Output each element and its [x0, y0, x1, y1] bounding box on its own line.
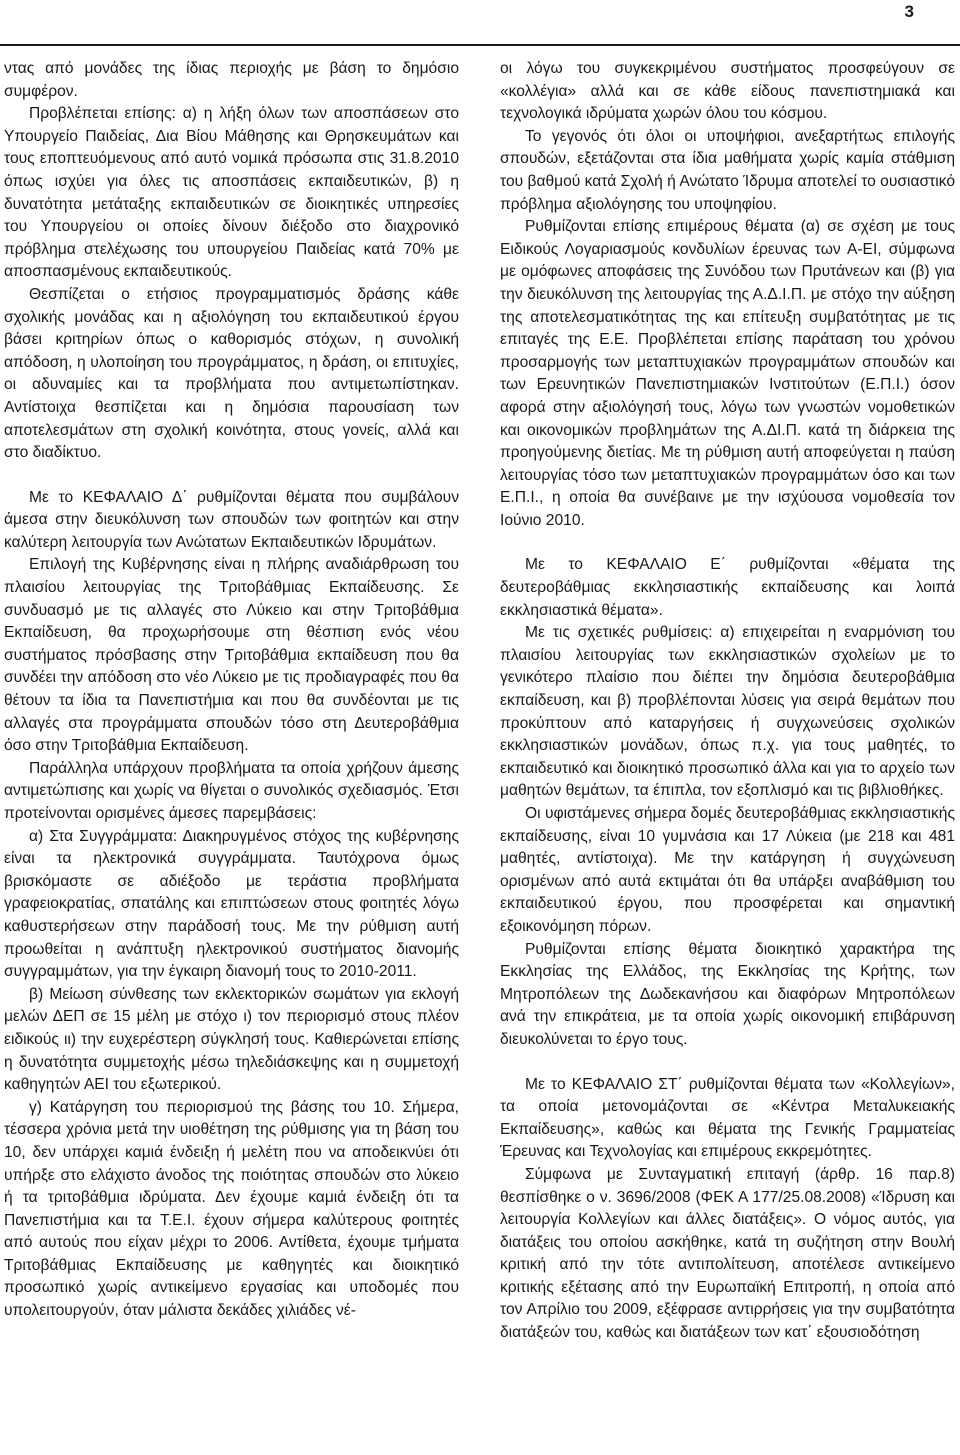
paragraph: α) Στα Συγγράμματα: Διακηρυγμένος στόχος της κυβέρνησης είναι τα ηλεκτρονικά συγγράμματα. Ταυτόχρονα όμως βρισκόμαστε σε αδιέξοδο με τεράστια προβλήματα γραφειοκρατίας, σπατάλης και επιπτώσεων στους φοιτητές λόγω καθυστερήσεων στην παράδοσή τους. Με την ρύθμιση αυτή προωθείται η ανάπτυξη ηλεκτρονικού συστήματος διανομής συγγραμμάτων, για την έγκαιρη διανομή τους το 2010-2011. [4, 827, 459, 981]
paragraph: Προβλέπεται επίσης: α) η λήξη όλων των αποσπάσεων στο Υπουργείο Παιδείας, Δια Βίου Μάθησης και Θρησκευμάτων και τους εποπτευόμενους από αυτό νομικά πρόσωπα στις 31.8.2010 όπως ισχύει για όλες τις αποσπάσεις εκπαιδευτικών, β) η δυνατότητα μετάταξης εκπαιδευτικών σε διοικητικές υπηρεσίες του Υπουργείου οι οποίες δίνουν διέξοδο στο διαχρονικό πρόβλημα στελέχωσης του υπουργείου Παιδείας κατά 70% με αποσπασμένους εκπαιδευτικούς. [4, 105, 459, 281]
paragraph: Με το ΚΕΦΑΛΑΙΟ Ε΄ ρυθμίζονται «θέματα της δευτεροβάθμιας εκκλησιαστικής εκπαίδευσης και λοιπά εκκλησιαστικά θέματα». [500, 556, 955, 619]
paragraph: γ) Κατάργηση του περιορισμού της βάσης του 10. Σήμερα, τέσσερα χρόνια μετά την υιοθέτηση της ρύθμισης για τη βάση του 10, δεν υπάρχει καμιά ένδειξη ή μελέτη που να αποδεικνύει ότι υπήρξε στο ελάχιστο άνοδος της ποιότητας σπουδών στο λύκειο ή τα τριτοβάθμια ιδρύματα. Δεν έχουμε καμιά ένδειξη ότι τα Πανεπιστήμια και τα Τ.Ε.Ι. έχουν σήμερα καλύτερους φοιτητές από αυτούς που είχαν μέχρι το 2006. Αντίθετα, έχουμε τμήματα Τριτοβάθμιας Εκπαίδευσης με καθηγητές και διοικητικό προσωπικό χωρίς αντικείμενο εργασίας και υποδομές που υπολειτουργούν, όταν μάλιστα δεκάδες χιλιάδες νέ- [4, 1098, 459, 1320]
paragraph: Το γεγονός ότι όλοι οι υποψήφιοι, ανεξαρτήτως επιλογής σπουδών, εξετάζονται στα ίδια μαθήματα χωρίς καμία στάθμιση του βαθμού κατά Σχολή ή Ανώτατο Ίδρυμα αποτελεί το ουσιαστικό πρόβλημα αξιολόγησης του υποψηφίου. [500, 127, 955, 213]
top-rule [0, 44, 960, 46]
right-column [500, 58, 955, 1345]
paragraph: Με το ΚΕΦΑΛΑΙΟ Δ΄ ρυθμίζονται θέματα που συμβάλουν άμεσα στην διευκόλυνση των σπουδών των φοιτητών και στην καλύτερη λειτουργία των Ανώτατων Εκπαιδευτικών Ιδρυμάτων. [4, 488, 459, 551]
paragraph: Επιλογή της Κυβέρνησης είναι η πλήρης αναδιάρθρωση του πλαισίου λειτουργίας της Τριτοβάθμιας Εκπαίδευσης. Σε συνδυασμό με τις αλλαγές στο Λύκειο και στην Τριτοβάθμια Εκπαίδευση, θα προχωρήσουμε στη θέσπιση ενός νέου συστήματος πρόσβασης στην Τριτοβάθμια εκπαίδευση που θα συνδέει την απόδοση στο νέο Λύκειο με τις προδιαγραφές που θα θέτουν τα ίδια τα Πανεπιστήμια και που θα συνδέονται με τις αλλαγές στα προγράμματα σπουδών τόσο στη Δευτεροβάθμια όσο στην Τριτοβάθμια Εκπαίδευση. [4, 556, 459, 755]
paragraph: Θεσπίζεται ο ετήσιος προγραμματισμός δράσης κάθε σχολικής μονάδας και η αξιολόγηση του εκπαιδευτικού έργου βάσει κριτηρίων όπως ο καθορισμός στόχων, η συνολική απόδοση, η υλοποίηση του προγράμματος, η δράση, οι επιτυχίες, οι αδυναμίες και τα προβλήματα που αντιμετωπίστηκαν. Αντίστοιχα θεσπίζεται και η δημόσια παρουσίαση των αποτελεσμάτων στη σχολική κοινότητα, στους γονείς, αλλά και στο διαδίκτυο. [4, 285, 459, 462]
paragraph: Με το ΚΕΦΑΛΑΙΟ ΣΤ΄ ρυθμίζονται θέματα των «Κολλεγίων», τα οποία μετονομάζονται σε «Κέντρα Μεταλυκειακής Εκπαίδευσης», καθώς και θέματα της Γενικής Γραμματείας Έρευνας και Τεχνολογίας και επιμέρους εκκρεμότητες. [500, 1075, 955, 1161]
paragraph: Με τις σχετικές ρυθμίσεις: α) επιχειρείται η εναρμόνιση του πλαισίου λειτουργίας των εκκλησιαστικών σχολείων με το γενικότερο πλαίσιο που διέπει την δημόσια δευτεροβάθμια εκπαίδευση, και β) προβλέπονται λύσεις για σειρά θεμάτων που προκύπτουν από καταργήσεις ή συγχωνεύσεις σχολικών εκκλησιαστικών μονάδων, όπως π.χ. για τους μαθητές, το εκπαιδευτικό και διοικητικό προσωπικό άλλα και για το αρχείο των μαθητών θεμάτων, τα έπιπλα, τον εξοπλισμό και τις βιβλιοθήκες. [500, 624, 955, 800]
paragraph: Παράλληλα υπάρχουν προβλήματα τα οποία χρήζουν άμεσης αντιμετώπισης και χωρίς να θίγεται ο συνολικός σχεδιασμός. Έτσι προτείνονται ορισμένες άμεσες παρεμβάσεις: [4, 759, 459, 822]
paragraph: Ρυθμίζονται επίσης θέματα διοικητικό χαρακτήρα της Εκκλησίας της Ελλάδος, της Εκκλησίας της Κρήτης, των Μητροπόλεων της Δωδεκανήσου και διαφόρων Μητροπόλεων ανά την επικράτεια, με τα οποία χωρίς οικονομική επιβάρυνση διευκολύνεται το έργο τους. [500, 940, 955, 1048]
paragraph: οι λόγω του συγκεκριμένου συστήματος προσφεύγουν σε «κολλέγια» αλλά και σε κάθε είδους πανεπιστημιακά και τεχνολογικά ιδρύματα χωρών όλου του κόσμου. [500, 60, 955, 123]
paragraph: β) Μείωση σύνθεσης των εκλεκτορικών σωμάτων για εκλογή μελών ΔΕΠ σε 15 μέλη με στόχο ι) τον περιορισμό στους πλέον ειδικούς ιι) την ευχερέστερη σύγκλησή τους. Καθιερώνεται επίσης η δυνατότητα συμμετοχής μέσω τηλεδιάσκεψης και η συμμετοχή καθηγητών ΑΕΙ του εξωτερικού. [4, 985, 459, 1094]
paragraph: Σύμφωνα με Συνταγματική επιταγή (άρθρ. 16 παρ.8) θεσπίσθηκε ο ν. 3696/2008 (ΦΕΚ Α 177/25.08.2008) «Ίδρυση και λειτουργία Κολλεγίων και άλλες διατάξεις». Ο νόμος αυτός, για διατάξεις του οποίου ασκήθηκε, κατά τη συζήτηση στην Βουλή κριτική από την τότε αντιπολίτευση, αποτέλεσε αντικείμενο κριτικής εξέτασης από την Ευρωπαϊκή Επιτροπή, η οποία από τον Απρίλιο του 2009, εξέφρασε αντιρρήσεις για την συμβατότητα διατάξεών του, καθώς και διατάξεων των κατ΄ εξουσιοδότηση [500, 1165, 955, 1342]
left-column [4, 58, 459, 1323]
page-number: 3 [904, 2, 914, 21]
paragraph: ντας από μονάδες της ίδιας περιοχής με βάση το δημόσιο συμφέρον. [4, 60, 459, 100]
paragraph: Οι υφιστάμενες σήμερα δομές δευτεροβάθμιας εκκλησιαστικής εκπαίδευσης, είναι 10 γυμνάσια και 17 Λύκεια (με 218 και 481 μαθητές, αντίστοιχα). Με την κατάργηση ή συγχώνευση ορισμένων από αυτά εκτιμάται ότι θα υπάρξει αναβάθμιση του εκπαιδευτικού έργου, που προσφέρεται και σημαντική εξοικονόμηση πόρων. [500, 805, 955, 935]
paragraph: Ρυθμίζονται επίσης επιμέρους θέματα (α) σε σχέση με τους Ειδικούς Λογαριασμούς κονδυλίων έρευνας των Α-ΕΙ, σύμφωνα με ομόφωνες αποφάσεις της Συνόδου των Πρυτάνεων και (β) για την διευκόλυνση της λειτουργίας της Α.Δ.Ι.Π. με στόχο την αύξηση της αποτελεσματικότητας της και επίτευξη συμβατότητας με τις επιταγές της Ε.Ε. Προβλέπεται επίσης παράταση του χρόνου προσαρμογής των μεταπτυχιακών προγραμμάτων σπουδών και των Ερευνητικών Πανεπιστημιακών Ινστιτούτων (Ε.Π.Ι.) όσον αφορά στην αξιολόγησή τους, λόγω των γνωστών νομοθετικών και οικονομικών προβλημάτων της Α.ΔΙ.Π. κατά τη διάρκεια της προηγούμενης διετίας. Με τη ρύθμιση αυτή αποφεύγεται η παύση λειτουργίας τόσο των μεταπτυχιακών προγραμμάτων όσο και των Ε.Π.Ι., η οποία θα συνέβαινε με την ισχύουσα νομοθεσία τον Ιούνιο 2010. [500, 218, 955, 529]
